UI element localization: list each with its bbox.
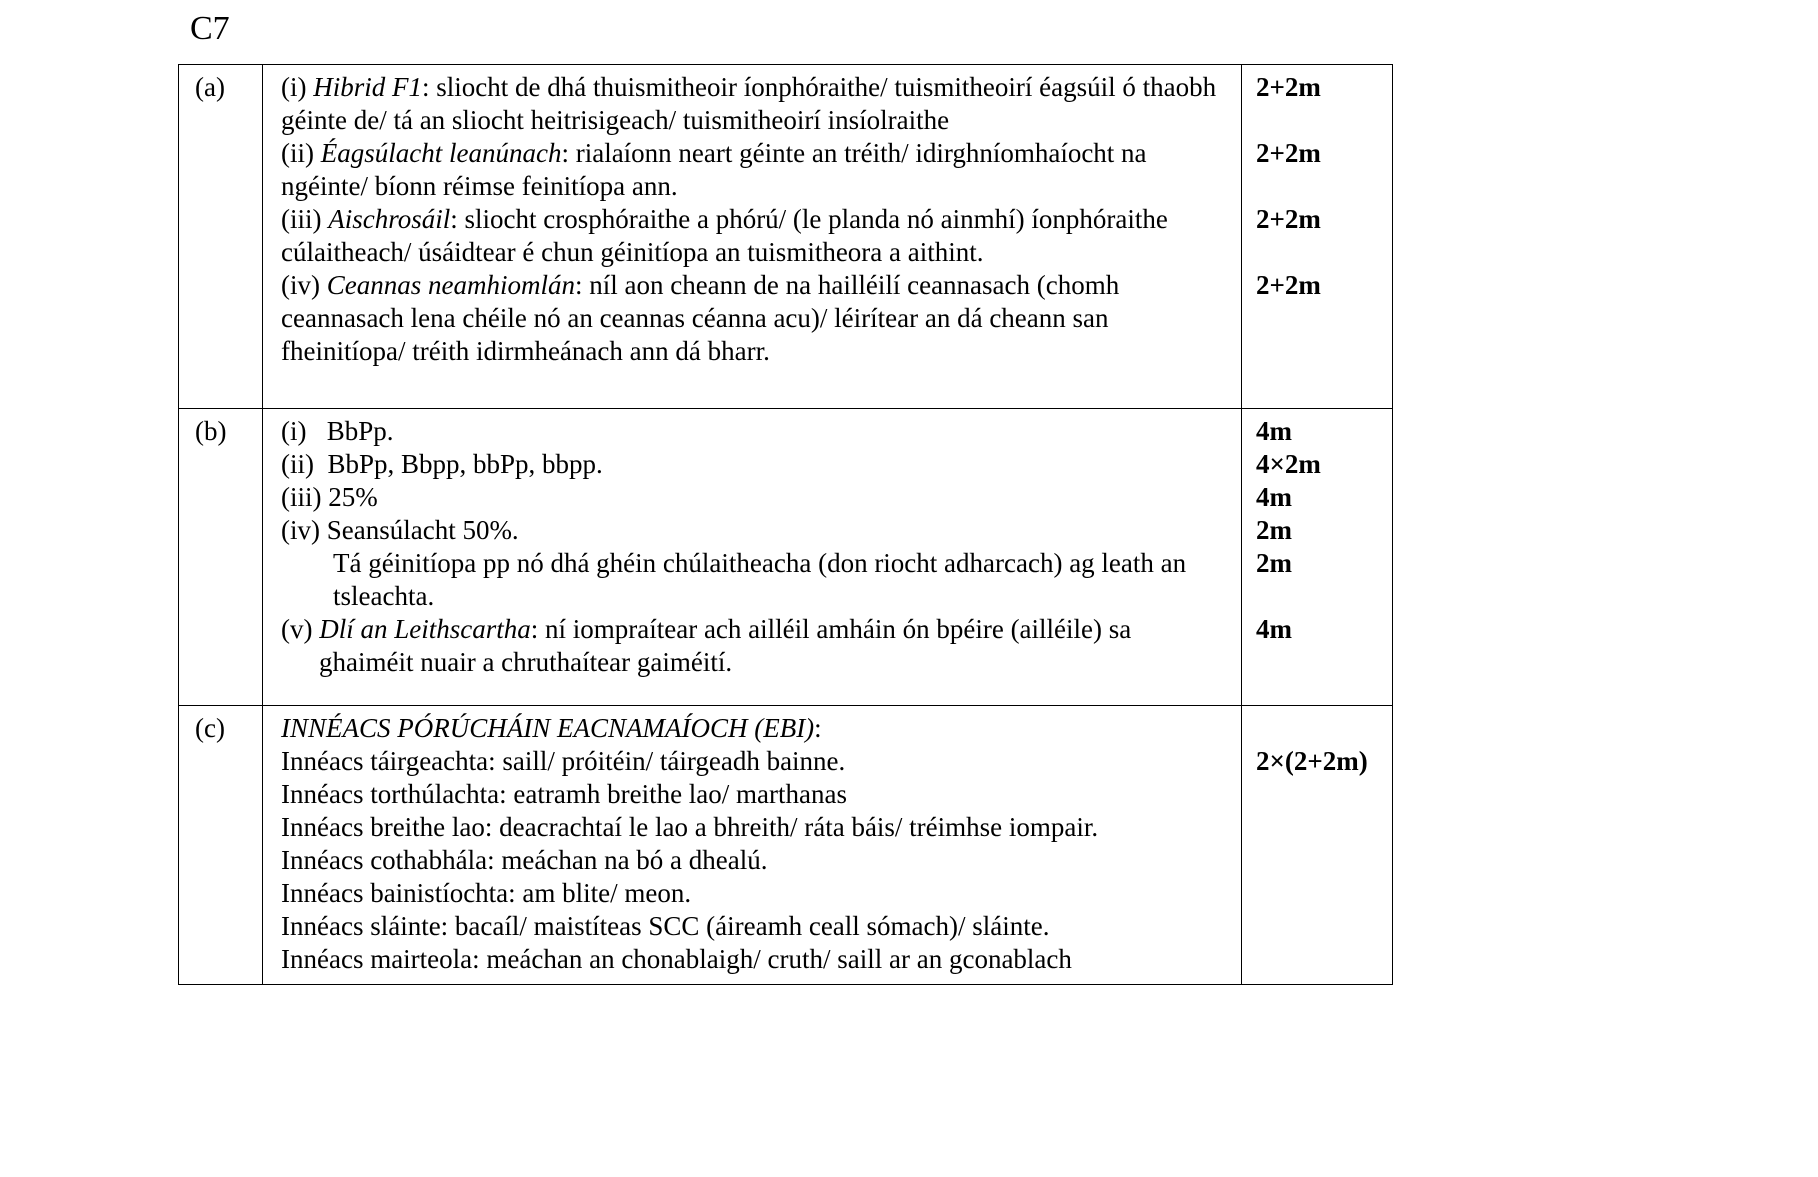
answer-term: Ceannas neamhiomlán bbox=[326, 270, 575, 300]
answer-text-segment: Innéacs mairteola: meáchan an chonablaigh/ cruth/ saill ar an gconablach bbox=[281, 944, 1072, 974]
answer-term: INNÉACS PÓRÚCHÁIN EACNAMAÍOCH (EBI) bbox=[281, 713, 815, 743]
section-label: (c) bbox=[179, 706, 263, 984]
answer-item bbox=[263, 943, 1392, 976]
answer-item bbox=[263, 203, 1392, 269]
answer-item bbox=[263, 877, 1392, 910]
answer-text-segment: Innéacs bainistíochta: am blite/ meon. bbox=[281, 878, 692, 908]
answer-item bbox=[263, 137, 1392, 203]
section-label: (b) bbox=[179, 409, 263, 705]
section-row bbox=[179, 65, 1392, 408]
answer-text bbox=[263, 448, 1242, 481]
answer-text bbox=[263, 415, 1242, 448]
mark-value bbox=[1242, 712, 1392, 745]
mark-value: 2+2m bbox=[1256, 72, 1321, 102]
section-body bbox=[263, 706, 1392, 984]
mark-value: 4m bbox=[1256, 614, 1292, 644]
answer-text bbox=[263, 877, 1242, 910]
answer-text-segment: (iv) bbox=[281, 270, 327, 300]
answer-text-segment: Tá géinitíopa pp nó dhá ghéin chúlaitheacha (don riocht adharcach) ag leath an tsleachta. bbox=[333, 548, 1187, 611]
answer-text bbox=[263, 71, 1242, 137]
mark-value: 2+2m bbox=[1256, 270, 1321, 300]
answer-text-segment: : sliocht de dhá thuismitheoir íonphóraithe/ tuismitheoirí éagsúil ó thaobh géinte de/ tá an sliocht heitrisigeach/ tuismitheoirí insíolraithe bbox=[281, 72, 1217, 135]
answer-text-segment: (ii) bbox=[281, 138, 321, 168]
mark-value bbox=[1242, 910, 1392, 943]
answer-text-segment: Innéacs torthúlachta: eatramh breithe lao/ marthanas bbox=[281, 779, 847, 809]
answer-text-segment: Innéacs sláinte: bacaíl/ maistíteas SCC (áireamh ceall sómach)/ sláinte. bbox=[281, 911, 1050, 941]
answer-text-segment: Innéacs breithe lao: deacrachtaí le lao a bhreith/ ráta báis/ tréimhse iompair. bbox=[281, 812, 1099, 842]
answer-text bbox=[263, 514, 1242, 547]
answer-text bbox=[263, 844, 1242, 877]
answer-text-segment: (ii) BbPp, Bbpp, bbPp, bbpp. bbox=[281, 449, 603, 479]
answer-text-segment: : rialaíonn neart géinte an tréith/ idirghníomhaíocht na ngéinte/ bíonn réimse feinitíopa ann. bbox=[281, 138, 1147, 201]
answer-term: Éagsúlacht leanúnach bbox=[320, 138, 562, 168]
answer-text bbox=[263, 778, 1242, 811]
answer-text bbox=[263, 712, 1242, 745]
answer-text-segment: (iv) Seansúlacht 50%. bbox=[281, 515, 519, 545]
answer-item bbox=[263, 778, 1392, 811]
mark-value: 2+2m bbox=[1256, 138, 1321, 168]
section-row bbox=[179, 408, 1392, 705]
section-row bbox=[179, 705, 1392, 984]
answer-table bbox=[178, 64, 1393, 985]
answer-text-segment: : sliocht crosphóraithe a phórú/ (le planda nó ainmhí) íonphóraithe cúlaitheach/ úsáidtear é chun géinitíopa an tuismitheora a aithint. bbox=[281, 204, 1168, 267]
mark-value bbox=[1242, 778, 1392, 811]
answer-item bbox=[263, 745, 1392, 778]
mark-value bbox=[1242, 844, 1392, 877]
answer-item bbox=[263, 481, 1392, 514]
answer-item bbox=[263, 71, 1392, 137]
answer-text bbox=[263, 943, 1242, 976]
answer-item bbox=[263, 844, 1392, 877]
answer-text-segment: Innéacs táirgeachta: saill/ próitéin/ táirgeadh bainne. bbox=[281, 746, 846, 776]
answer-text-segment: (i) BbPp. bbox=[281, 416, 394, 446]
answer-item bbox=[263, 910, 1392, 943]
answer-item bbox=[263, 415, 1392, 448]
mark-value: 2m bbox=[1256, 515, 1292, 545]
answer-text bbox=[263, 811, 1242, 844]
mark-value: 4m bbox=[1256, 416, 1292, 446]
answer-term: Hibrid F1 bbox=[313, 72, 422, 102]
answer-item bbox=[263, 712, 1392, 745]
answer-text-segment: : ní iompraítear ach ailléil amháin ón bpéire (ailléile) sa ghaiméit nuair a chruthaítear gaiméití. bbox=[319, 614, 1132, 677]
page-title: C7 bbox=[190, 10, 230, 47]
answer-item bbox=[263, 547, 1392, 613]
answer-text bbox=[263, 481, 1242, 514]
answer-term: Aischrosáil bbox=[328, 204, 451, 234]
answer-text-segment: (iii) bbox=[281, 204, 329, 234]
answer-text bbox=[263, 613, 1242, 679]
mark-value bbox=[1242, 811, 1392, 844]
mark-value: 4m bbox=[1256, 482, 1292, 512]
section-body bbox=[263, 65, 1392, 408]
mark-value: 4×2m bbox=[1256, 449, 1321, 479]
mark-value bbox=[1242, 943, 1392, 976]
answer-text-segment: (i) bbox=[281, 72, 314, 102]
answer-text-segment: : bbox=[814, 713, 822, 743]
section-body bbox=[263, 409, 1392, 705]
answer-item bbox=[263, 613, 1392, 679]
answer-text bbox=[263, 203, 1242, 269]
answer-text bbox=[263, 745, 1242, 778]
answer-text-segment: (v) bbox=[281, 614, 320, 644]
answer-text bbox=[263, 269, 1242, 368]
answer-text-segment: (iii) 25% bbox=[281, 482, 378, 512]
answer-text bbox=[263, 137, 1242, 203]
mark-value: 2m bbox=[1256, 548, 1292, 578]
answer-item bbox=[263, 448, 1392, 481]
answer-text-segment: : níl aon cheann de na hailléilí ceannasach (chomh ceannasach lena chéile nó an ceannas céanna acu)/ léirítear an dá cheann san fheinitíopa/ tréith idirmheánach ann dá bharr. bbox=[281, 270, 1120, 366]
answer-text-segment: Innéacs cothabhála: meáchan na bó a dhealú. bbox=[281, 845, 768, 875]
mark-value: 2×(2+2m) bbox=[1256, 746, 1368, 776]
answer-item bbox=[263, 811, 1392, 844]
answer-text bbox=[263, 910, 1242, 943]
answer-text bbox=[263, 547, 1242, 613]
answer-item bbox=[263, 269, 1392, 368]
answer-item bbox=[263, 514, 1392, 547]
mark-value: 2+2m bbox=[1256, 204, 1321, 234]
mark-value bbox=[1242, 877, 1392, 910]
answer-term: Dlí an Leithscartha bbox=[319, 614, 531, 644]
section-label: (a) bbox=[179, 65, 263, 408]
